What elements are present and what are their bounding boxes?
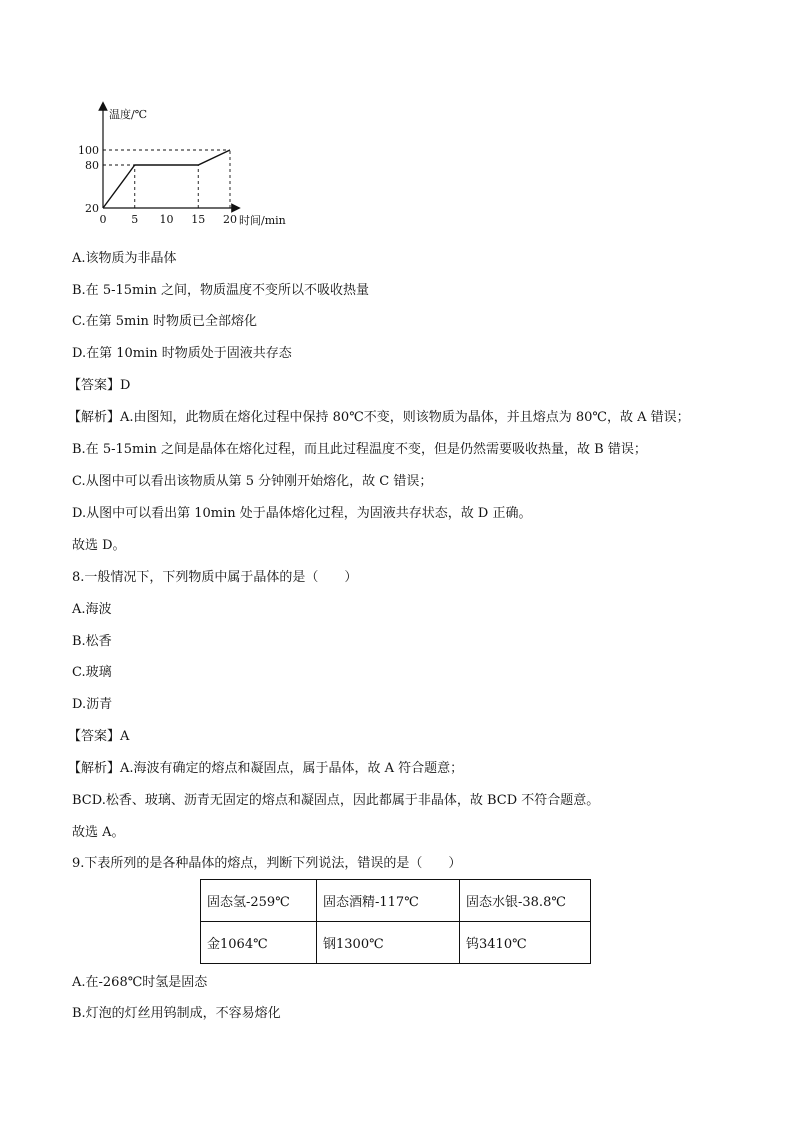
x-tick-label: 10 [159, 213, 174, 226]
q7-option-d: D.在第 10min 时物质处于固液共存态 [72, 346, 292, 361]
x-tick-label: 5 [131, 213, 139, 226]
table-cell: 钨3410℃ [460, 922, 591, 964]
q9-option-a: A.在-268℃时氢是固态 [72, 975, 208, 990]
table-row [201, 880, 591, 922]
q7-option-c: C.在第 5min 时物质已全部熔化 [72, 314, 258, 329]
q8-answer: 【答案】A [68, 729, 130, 744]
table-row [201, 922, 591, 964]
q8-analysis-1: 【解析】A.海波有确定的熔点和凝固点，属于晶体，故 A 符合题意； [68, 761, 464, 776]
q7-answer: 【答案】D [68, 378, 131, 393]
table-cell: 钢1300℃ [317, 922, 460, 964]
table-cell: 固态氢-259℃ [201, 880, 317, 922]
q8-analysis-2: BCD.松香、玻璃、沥青无固定的熔点和凝固点，因此都属于非晶体，故 BCD 不符合题意。 [72, 793, 600, 808]
q7-option-a: A.该物质为非晶体 [72, 251, 177, 266]
x-tick-label: 0 [99, 213, 107, 226]
melting-point-table [200, 879, 591, 964]
q7-analysis-4: D.从图中可以看出第 10min 处于晶体熔化过程，为固液共存状态，故 D 正确。 [72, 506, 532, 521]
q9-option-b: B.灯泡的灯丝用钨制成，不容易熔化 [72, 1006, 281, 1021]
q8-conclusion: 故选 A。 [72, 825, 125, 840]
q8-stem: 8.一般情况下，下列物质中属于晶体的是（ ） [72, 570, 358, 585]
table-cell: 固态水银-38.8℃ [460, 880, 591, 922]
q8-option-d: D.沥青 [72, 697, 113, 712]
series-line [103, 150, 230, 208]
q7-analysis-1: 【解析】A.由图知，此物质在熔化过程中保持 80℃不变，则该物质为晶体，并且熔点为 80℃，故 A 错误； [68, 410, 690, 425]
table-cell: 固态酒精-117℃ [317, 880, 460, 922]
q8-option-b: B.松香 [72, 634, 112, 649]
y-tick-label: 100 [78, 144, 99, 157]
q7-conclusion: 故选 D。 [72, 538, 126, 553]
q8-option-c: C.玻璃 [72, 665, 112, 680]
y-axis-label: 温度/℃ [109, 108, 148, 121]
q7-option-b: B.在 5-15min 之间，物质温度不变所以不吸收热量 [72, 283, 370, 298]
y-tick-label: 20 [85, 202, 99, 215]
q9-stem: 9.下表所列的是各种晶体的熔点，判断下列说法，错误的是（ ） [72, 856, 462, 871]
q7-analysis-3: C.从图中可以看出该物质从第 5 分钟刚开始熔化，故 C 错误； [72, 474, 433, 489]
melting-curve-chart [76, 96, 316, 231]
q8-option-a: A.海波 [72, 602, 112, 617]
x-axis-label: 时间/min [239, 214, 286, 227]
x-tick-label: 20 [223, 213, 237, 226]
table-cell: 金1064℃ [201, 922, 317, 964]
y-tick-label: 80 [85, 159, 99, 172]
x-tick-label: 15 [191, 213, 206, 226]
q7-analysis-2: B.在 5-15min 之间是晶体在熔化过程，而且此过程温度不变，但是仍然需要吸收热量，故 B 错误； [72, 442, 647, 457]
